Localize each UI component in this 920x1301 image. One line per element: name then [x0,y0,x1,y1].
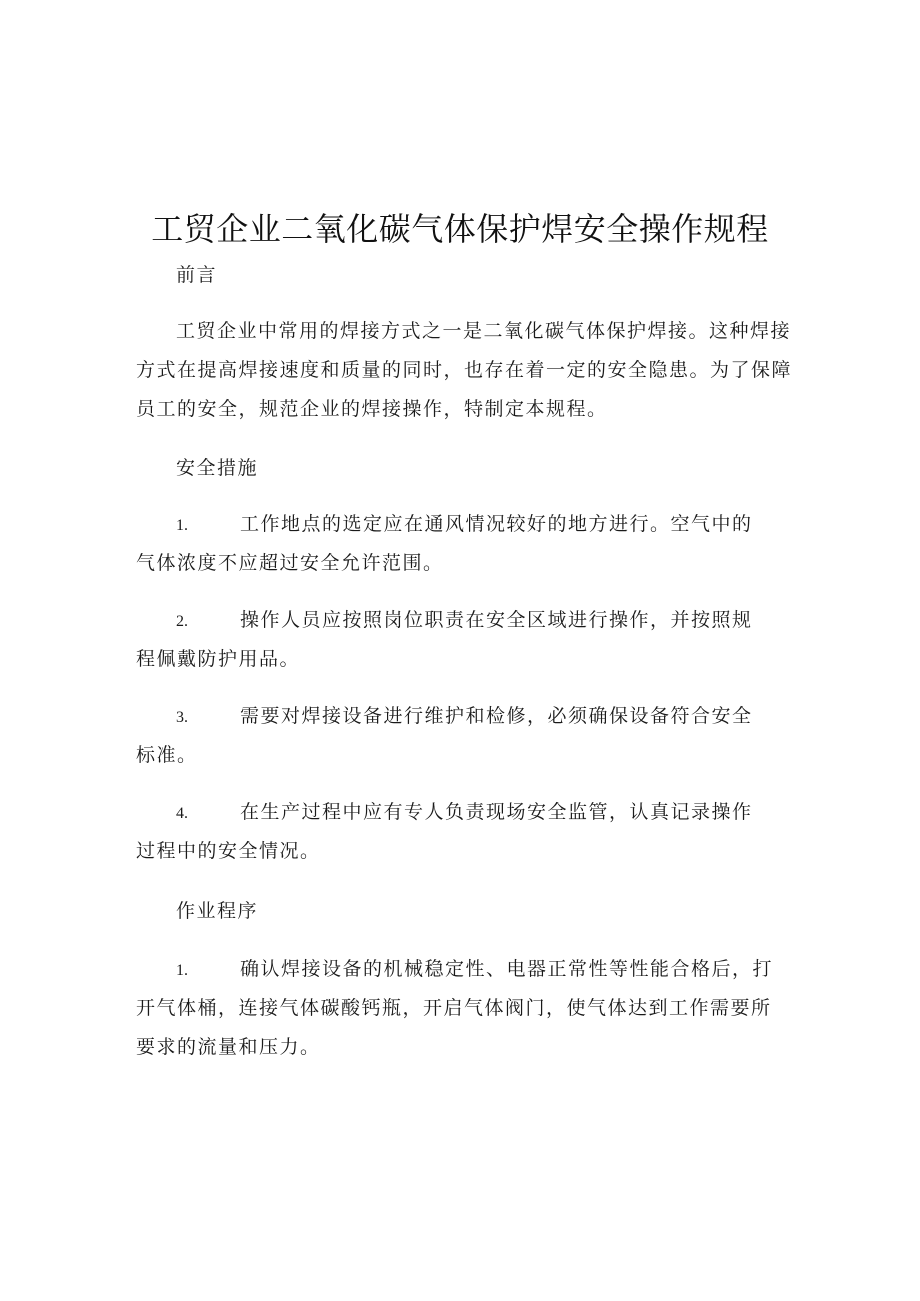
paragraph-line: 员工的安全，规范企业的焊接操作，特制定本规程。 [136,398,608,420]
list-item-text: 操作人员应按照岗位职责在安全区域进行操作，并按照规 [240,609,753,631]
list-item-continuation: 标准。 [136,744,198,766]
list-item-text: 工作地点的选定应在通风情况较好的地方进行。空气中的 [240,513,753,535]
list-item-text: 确认焊接设备的机械稳定性、电器正常性等性能合格后，打 [240,958,774,980]
paragraph-line: 方式在提高焊接速度和质量的同时，也存在着一定的安全隐患。为了保障 [136,359,793,381]
paragraph-line: 工贸企业中常用的焊接方式之一是二氧化碳气体保护焊接。这种焊接 [176,320,792,342]
list-item-continuation: 过程中的安全情况。 [136,840,321,862]
document-title: 工贸企业二氧化碳气体保护焊安全操作规程 [151,210,769,248]
list-item-continuation: 要求的流量和压力。 [136,1036,321,1058]
section-heading-preface: 前言 [176,264,218,286]
list-item-continuation: 气体浓度不应超过安全允许范围。 [136,552,444,574]
list-item-number: 3. [176,709,188,726]
section-heading-procedure: 作业程序 [176,900,259,922]
list-item-number: 1. [176,517,188,534]
list-item-text: 在生产过程中应有专人负责现场安全监管，认真记录操作 [240,801,753,823]
list-item-text: 需要对焊接设备进行维护和检修，必须确保设备符合安全 [240,705,753,727]
section-heading-safety: 安全措施 [176,457,259,479]
list-item-number: 2. [176,613,188,630]
list-item-continuation: 程佩戴防护用品。 [136,648,301,670]
list-item-number: 1. [176,962,188,979]
list-item-number: 4. [176,805,188,822]
list-item-continuation: 开气体桶，连接气体碳酸钙瓶，开启气体阀门，使气体达到工作需要所 [136,997,772,1019]
